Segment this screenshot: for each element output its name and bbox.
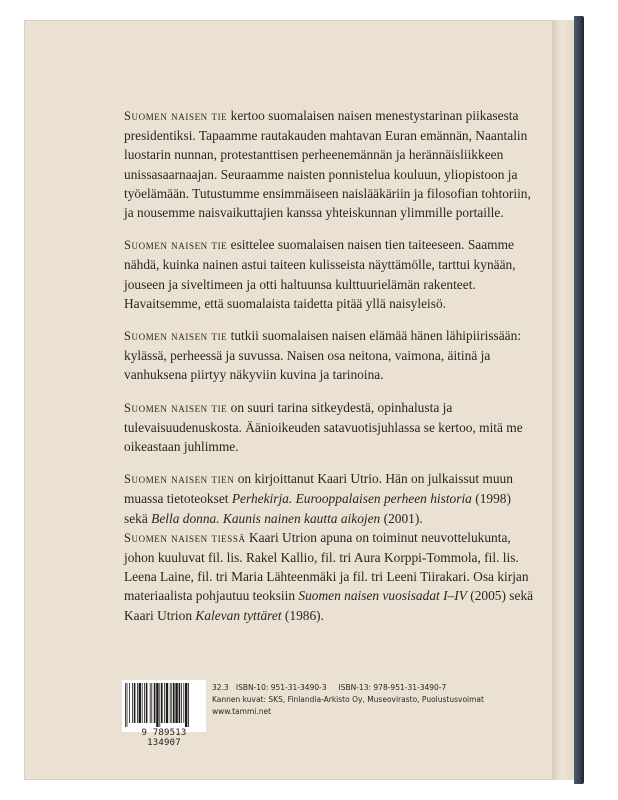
credits-paragraph: Suomen naisen tiessä Kaari Utrion apuna on toiminut neuvottelukunta, johon kuuluvat fil. lis. Rakel Kallio, fil. tri Aura Korppi-Tommola, fil. lis. Leena Laine, fil. tri Maria Lähteenmäki ja fil. tri Leeni Tiirakari. Osa kirjan materiaalista pohjautuu teoksiin Suomen naisen vuosisadat I–IV (2005) sekä Kaari Utrion Kalevan tyttäret (1986). (124, 529, 534, 623)
isbn-barcode (122, 680, 206, 732)
cover-credits: Kannen kuvat: SKS, Finlandia-Arkisto Oy, Museovirasto, Puolustusvoimat (212, 695, 484, 704)
publisher-website: www.tammi.net (212, 707, 272, 716)
blurb-paragraph-3: Suomen naisen tie tutkii suomalaisen naisen elämää hänen lähipiirissään: kylässä, perheessä ja suvussa. Naisen osa neitona, vaimona, äitinä ja vanhuksena piirtyy näkyviin kuvina ja tarinoina. (124, 328, 522, 383)
author-paragraph: Suomen naisen tien on kirjoittanut Kaari Utrio. Hän on julkaissut muun muassa tietoteokset Perhekirja. Eurooppalaisen perheen historia (1998) sekä Bella donna. Kaunis nainen kautta aikojen (2001). (124, 471, 513, 526)
isbn-13: ISBN-13: 978-951-31-3490-7 (338, 683, 447, 692)
classification-code: 32.3 (212, 683, 229, 692)
cover-edge (574, 16, 584, 784)
blurb-paragraph-4: Suomen naisen tie on suuri tarina sitkeydestä, opinhalusta ja tulevaisuudenuskosta. Äänioikeuden satavuotisjuhlassa se kertoo, mitä me oikeastaan juhlimme. (124, 399, 523, 455)
back-matter (122, 680, 542, 748)
blurb-paragraph-1: Suomen naisen tie kertoo suomalaisen naisen menestystarinan piikasesta presidentiksi. Tapaamme rautakauden mahtavan Euran emännän, Naantalin luostarin nunnan, protestanttisen perheenemännän ja herännäisliikkeen unissasaarnaajan. Seuraamme naisten ponnistelua kouluun, yliopistoon ja työelämään. Tutustumme ensimmäiseen naislääkäriin ja filosofian tohtoriin, ja nousemme naisvaikuttajien kanssa yhteiskunnan ylimmille portaille. (124, 108, 531, 221)
book-title-smallcaps: Suomen naisen tie (124, 238, 228, 253)
book-spine (552, 20, 574, 780)
barcode-digits: 9 789513 134907 (141, 728, 187, 748)
isbn-line (212, 682, 532, 694)
isbn-10: ISBN-10: 951-31-3490-3 (235, 683, 327, 692)
blurb-text (124, 106, 534, 638)
book-title-smallcaps: Suomen naisen tie (124, 329, 228, 344)
blurb-paragraph-2: Suomen naisen tie esittelee suomalaisen naisen tien taiteeseen. Saamme nähdä, kuinka nainen astui taiteen kulisseista näyttämölle, tarttui kynään, jouseen ja siveltimeen ja otti haltuunsa kulttuurielämän rakenteet. Havaitsemme, että suomalaista taidetta pitää yllä naisyleisö. (124, 237, 516, 311)
publication-meta (212, 682, 532, 718)
book-title-smallcaps: Suomen naisen tie (124, 400, 228, 415)
book-title-smallcaps: Suomen naisen tie (124, 109, 228, 123)
